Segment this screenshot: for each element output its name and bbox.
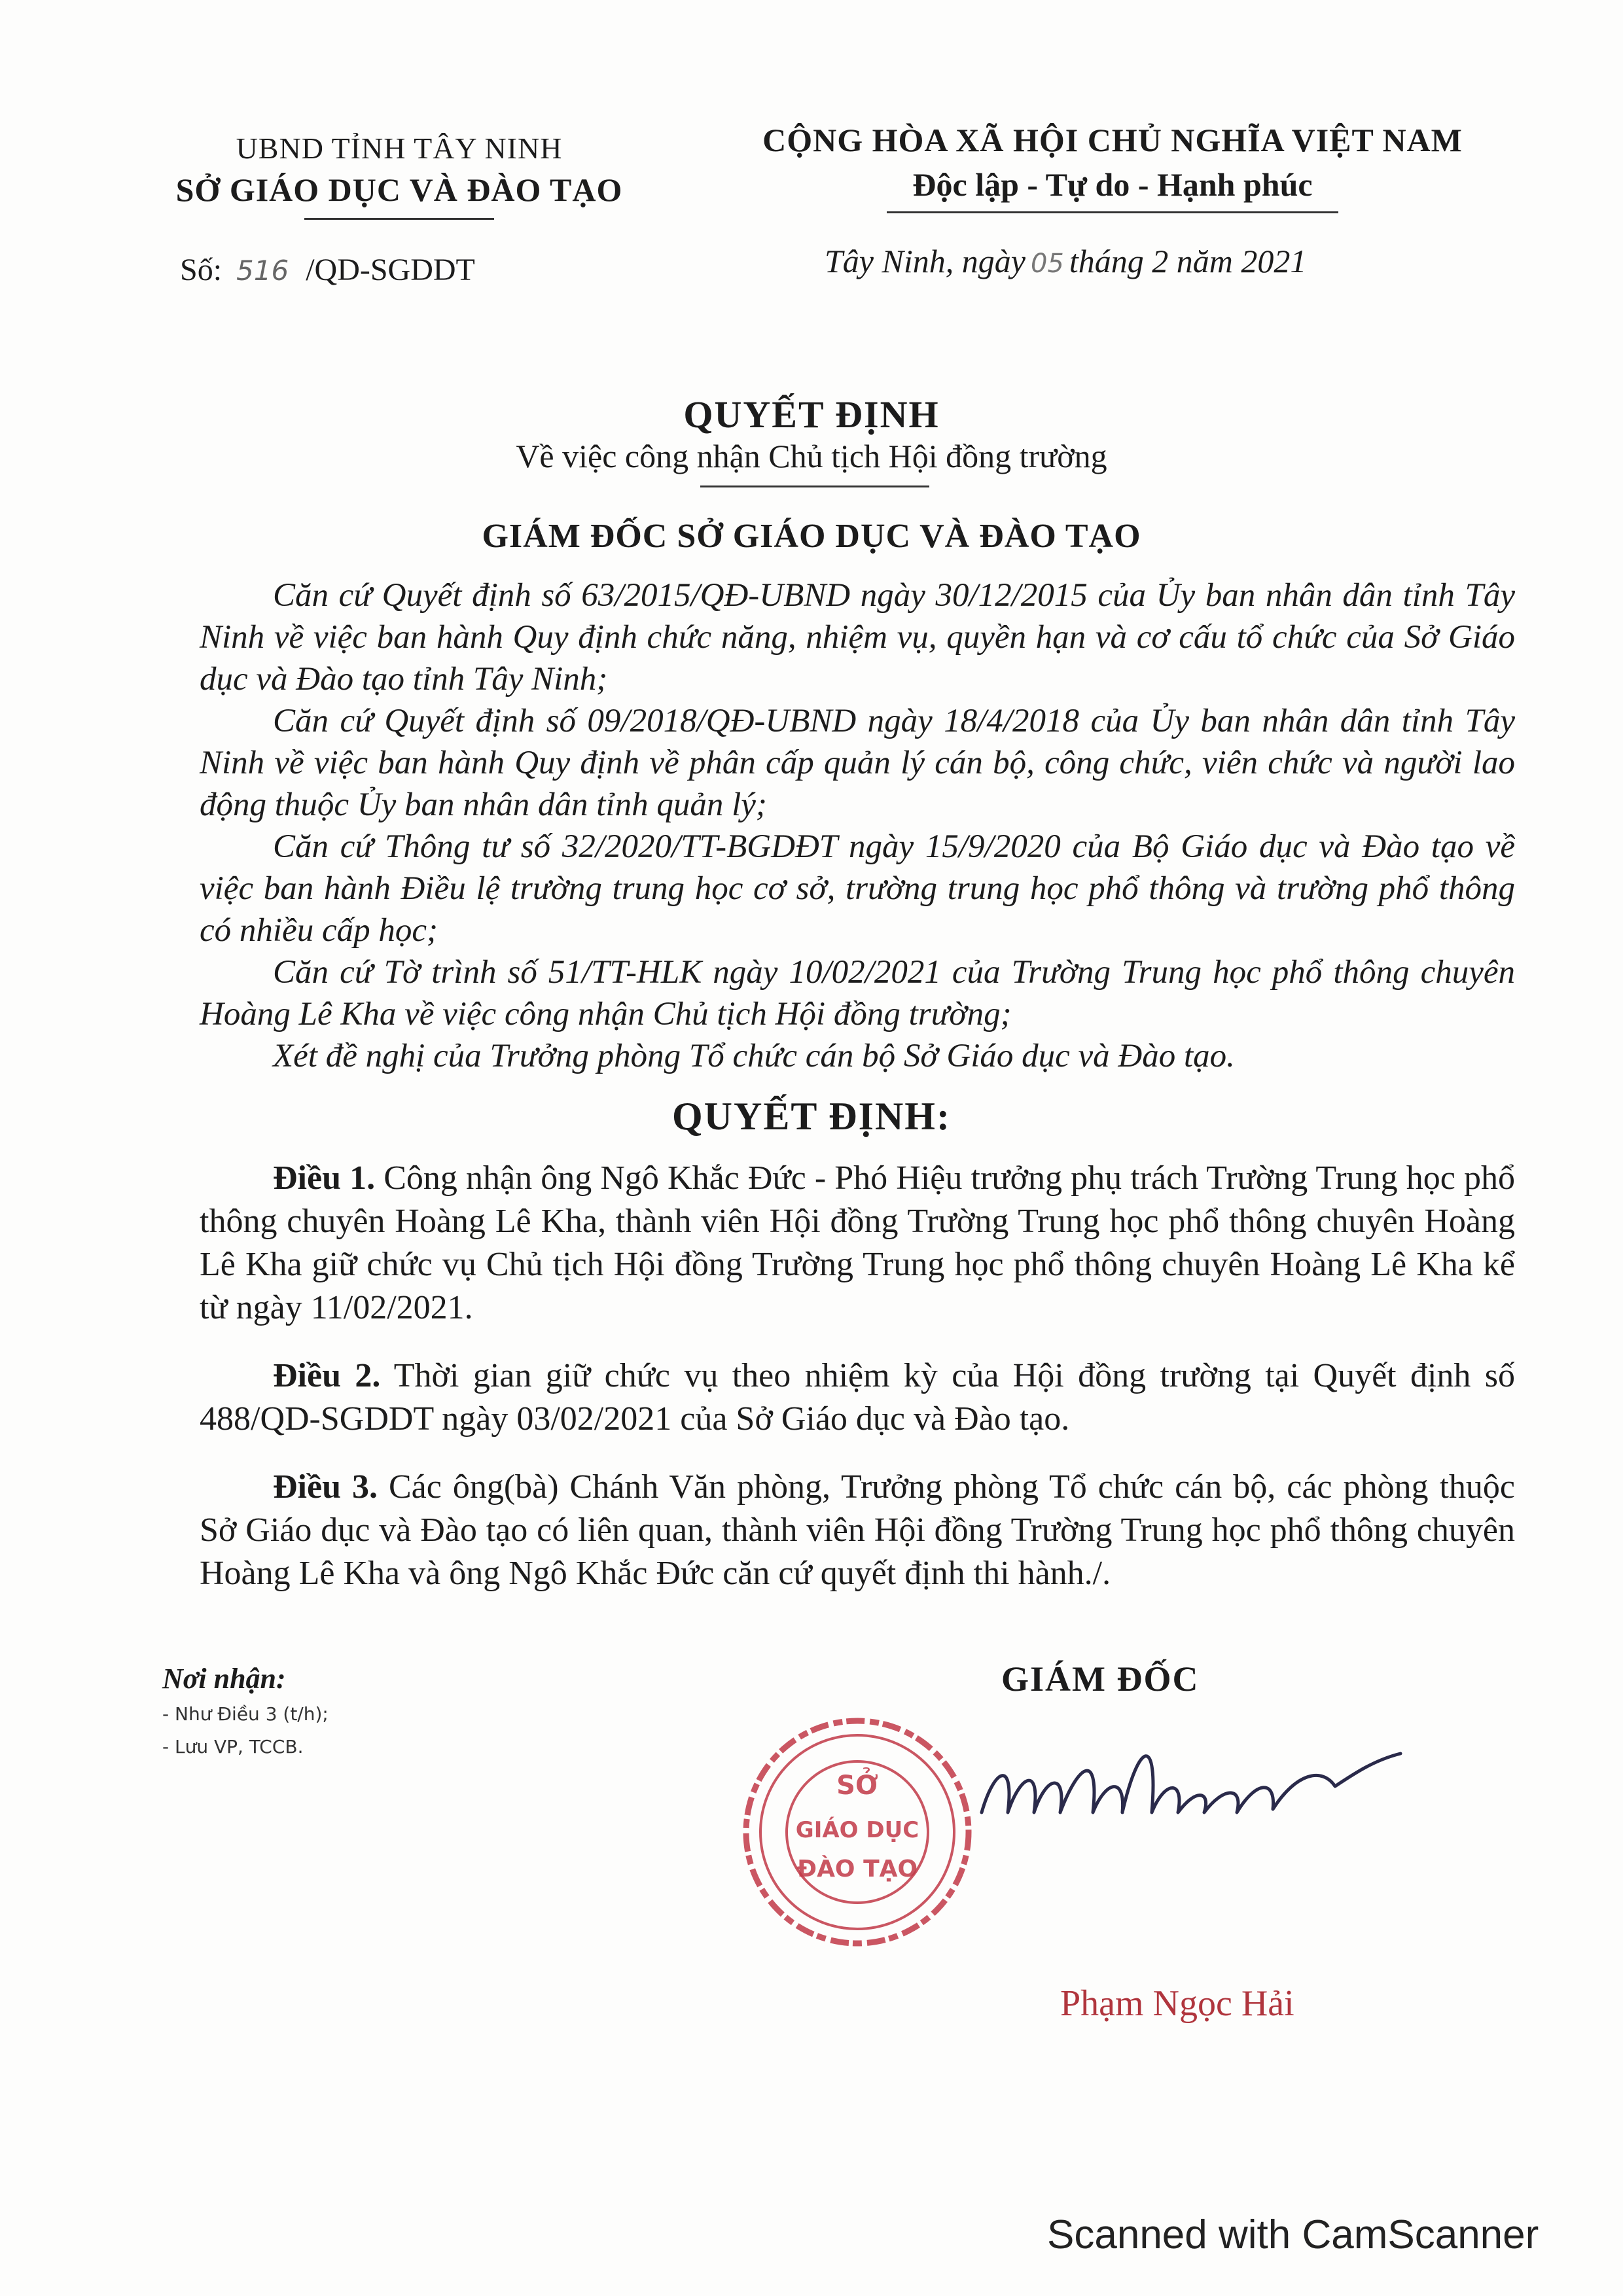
preamble-paragraph: Căn cứ Quyết định số 09/2018/QĐ-UBND ngày 18/4/2018 của Ủy ban nhân dân tỉnh Tây Ninh về việc ban hành Quy định về phân cấp quản lý cán bộ, công chức, viên chức và người lao động thuộc Ủy ban nhân dân tỉnh quản lý; [200,703,1515,823]
subject-underline [700,486,929,487]
agency-header [151,131,648,220]
recipient-item: - Lưu VP, TCCB. [162,1736,304,1757]
recipients-heading: Nơi nhận: [162,1663,286,1695]
article-1 [200,1157,1515,1330]
signer-title: GIÁM ĐỐC [1001,1659,1200,1699]
document-number [180,252,475,288]
preamble-paragraph: Căn cứ Thông tư số 32/2020/TT-BGDĐT ngày 15/9/2020 của Bộ Giáo dục và Đào tạo về việc ban hành Điều lệ trường trung học cơ sở, trường trung học phổ thông và trường phổ thông có nhiều cấp học; [200,828,1515,949]
articles [200,1157,1515,1620]
preamble-paragraph: Căn cứ Quyết định số 63/2015/QĐ-UBND ngày 30/12/2015 của Ủy ban nhân dân tỉnh Tây Ninh về việc ban hành Quy định chức năng, nhiệm vụ, quyền hạn và cơ cấu tổ chức của Sở Giáo dục và Đào tạo tỉnh Tây Ninh; [200,577,1515,698]
agency-underline [304,218,494,220]
article-3 [200,1466,1515,1595]
date-suffix: tháng 2 năm 2021 [1069,243,1307,279]
preamble-paragraph: Xét đề nghị của Trưởng phòng Tổ chức cán bộ Sở Giáo dục và Đào tạo. [273,1038,1235,1074]
stamp-text-mid: GIÁO DỤC [795,1817,919,1843]
article-label: Điều 1. [273,1159,376,1197]
motto-underline [887,211,1338,213]
recipient-item: - Như Điều 3 (t/h); [162,1703,329,1725]
agency-line1: UBND TỈNH TÂY NINH [236,132,563,165]
article-text: Công nhận ông Ngô Khắc Đức - Phó Hiệu trưởng phụ trách Trường Trung học phổ thông chuyên Hoàng Lê Kha, thành viên Hội đồng Trường Trung học phổ thông chuyên Hoàng Lê Kha giữ chức vụ Chủ tịch Hội đồng Trường Trung học phổ thông chuyên Hoàng Lê Kha kể từ ngày 11/02/2021. [200,1159,1515,1326]
handwritten-signature-icon [969,1714,1414,1858]
nation-line1: CỘNG HÒA XÃ HỘI CHỦ NGHĨA VIỆT NAM [762,122,1463,158]
stamp-text-top: SỞ [836,1771,878,1801]
nation-motto: Độc lập - Tự do - Hạnh phúc [912,166,1313,203]
number-suffix: /QD-SGDDT [306,253,475,287]
number-prefix: Số: [180,253,223,287]
nation-header [713,121,1512,213]
date-prefix: Tây Ninh, ngày [825,243,1026,279]
date-day: 05 [1030,249,1064,279]
number-handwritten: 516 [236,255,289,287]
article-label: Điều 2. [273,1357,381,1394]
issuer-title: GIÁM ĐỐC SỞ GIÁO DỤC VÀ ĐÀO TẠO [482,518,1141,555]
agency-line2: SỞ GIÁO DỤC VÀ ĐÀO TẠO [175,171,623,208]
preamble [200,574,1515,1077]
article-label: Điều 3. [273,1468,378,1506]
decision-heading: QUYẾT ĐỊNH: [672,1095,951,1138]
preamble-paragraph: Căn cứ Tờ trình số 51/TT-HLK ngày 10/02/2021 của Trường Trung học phổ thông chuyên Hoàng Lê Kha về việc công nhận Chủ tịch Hội đồng trường; [200,954,1515,1033]
document-subject: Về việc công nhận Chủ tịch Hội đồng trường [516,438,1107,474]
watermark: Scanned with CamScanner [1047,2212,1539,2257]
recipients [162,1662,329,1761]
signer-name: Phạm Ngọc Hải [1060,1983,1294,2024]
article-2 [200,1354,1515,1441]
official-stamp-icon [733,1708,982,1956]
article-text: Thời gian giữ chức vụ theo nhiệm kỳ của Hội đồng trường tại Quyết định số 488/QD-SGDDT ngày 03/02/2021 của Sở Giáo dục và Đào tạo. [200,1357,1516,1438]
document-title: QUYẾT ĐỊNH [683,393,940,436]
document-date [825,242,1306,280]
stamp-text-bottom: ĐÀO TẠO [796,1856,918,1882]
article-text: Các ông(bà) Chánh Văn phòng, Trưởng phòng Tổ chức cán bộ, các phòng thuộc Sở Giáo dục và Đào tạo có liên quan, thành viên Hội đồng Trường Trung học phổ thông chuyên Hoàng Lê Kha và ông Ngô Khắc Đức căn cứ quyết định thi hành./. [200,1468,1516,1592]
